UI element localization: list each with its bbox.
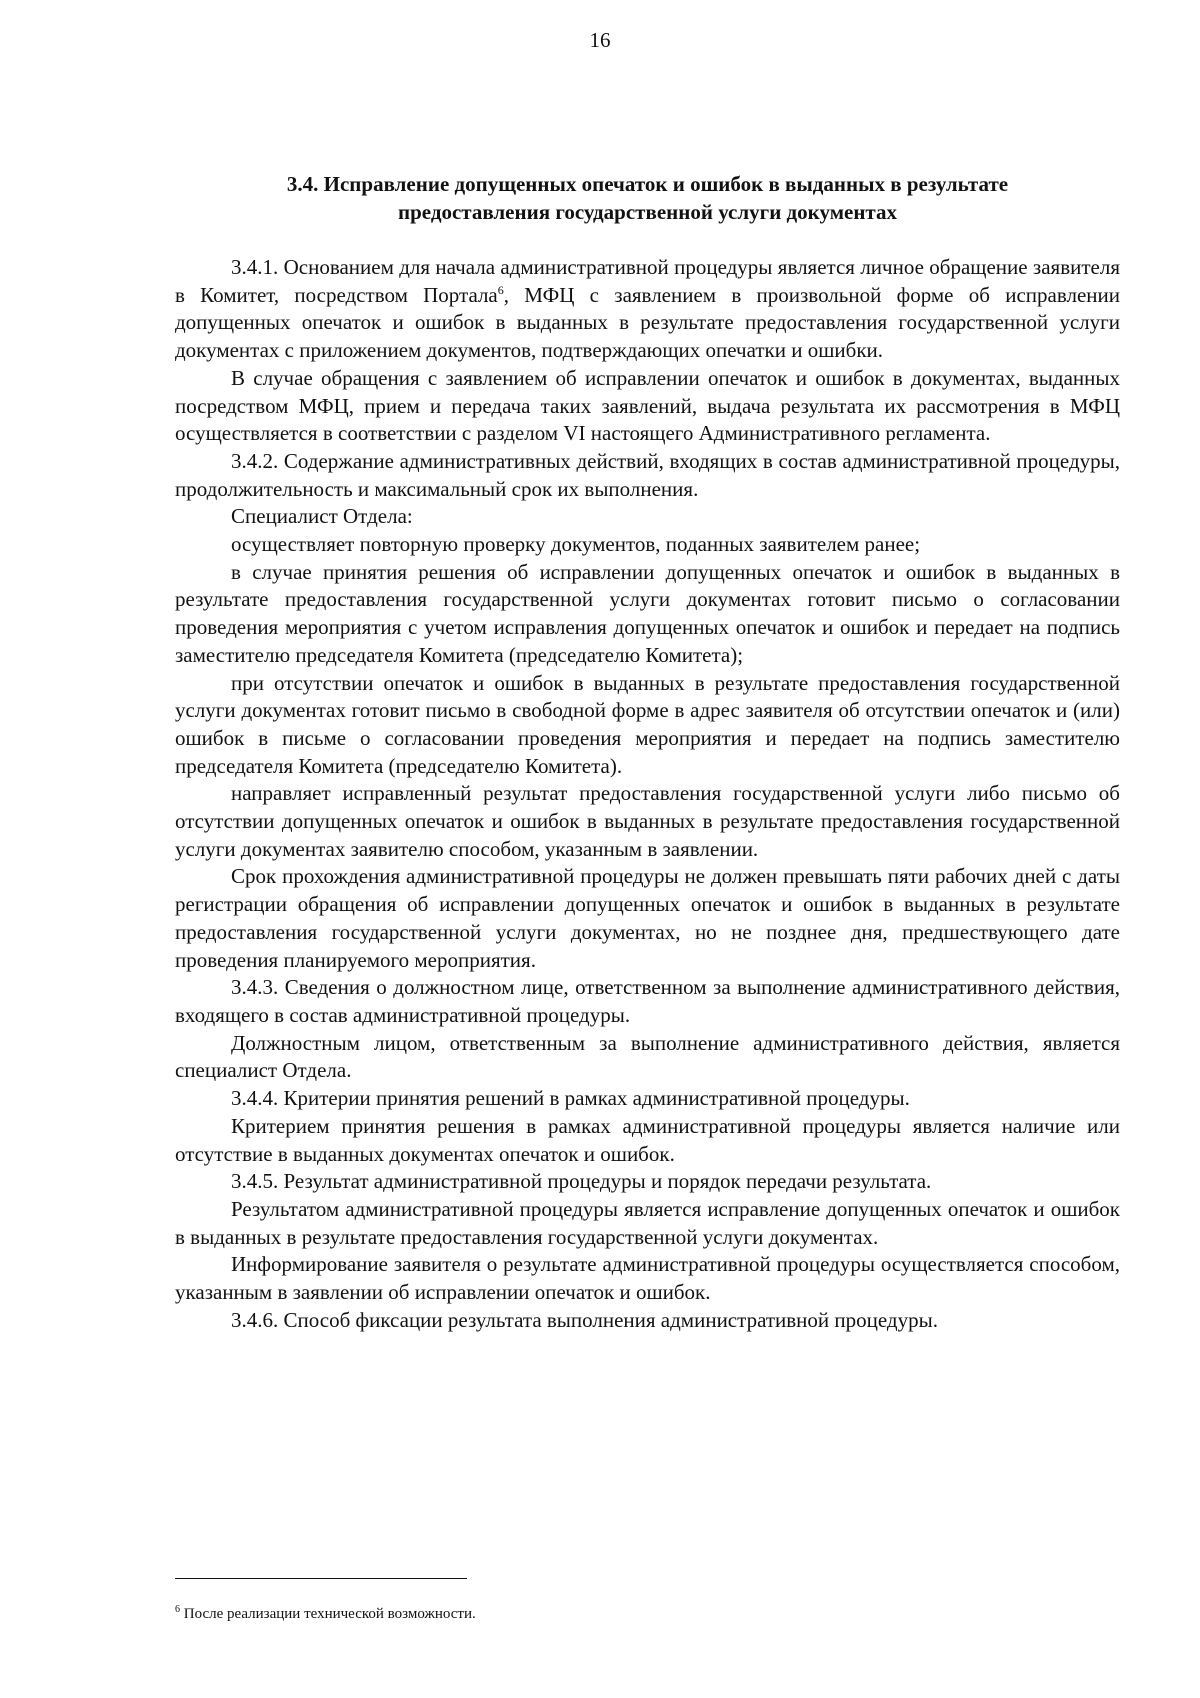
- paragraph: Специалист Отдела:: [231, 504, 413, 529]
- paragraph: при отсутствии опечаток и ошибок в выданных в результате предоставления государственной услуги документах готовит письмо в свободной форме в адрес заявителя об отсутствии опечаток и (или) ошибок в письме о согласовании проведения мероприятия и передает на подпись заместителю председателя Комитета (председателю Комитета).: [175, 670, 1120, 778]
- section-heading: [175, 170, 1120, 226]
- paragraph-text: 3.4.1. Основанием для начала административной процедуры является личное обращение заявителя в Комитет, посредством Портала: [175, 255, 1120, 307]
- paragraph: Критерием принятия решения в рамках административной процедуры является наличие или отсутствие в выданных документах опечаток и ошибок.: [175, 1113, 1120, 1166]
- footnote-marker: 6: [175, 1604, 180, 1615]
- paragraph: направляет исправленный результат предоставления государственной услуги либо письмо об отсутствии допущенных опечаток и ошибок в выданных в результате предоставления государственной услуги документах заявителю способом, указанным в заявлении.: [175, 781, 1120, 861]
- footnote-reference: 6: [497, 282, 504, 297]
- paragraph: Информирование заявителя о результате административной процедуры осуществляется способом, указанным в заявлении об исправлении опечаток и ошибок.: [175, 1252, 1120, 1305]
- paragraph: [175, 254, 1120, 365]
- paragraph: 3.4.6. Способ фиксации результата выполнения административной процедуры.: [231, 1307, 938, 1332]
- paragraph: в случае принятия решения об исправлении допущенных опечаток и ошибок в выданных в результате предоставления государственной услуги документах готовит письмо о согласовании проведения мероприятия с учетом исправления допущенных опечаток и ошибок и передает на подпись заместителю председателя Комитета (председателю Комитета);: [175, 559, 1120, 667]
- page-number: 16: [589, 28, 611, 52]
- footnote: [175, 1604, 1120, 1624]
- paragraph: В случае обращения с заявлением об исправлении опечаток и ошибок в документах, выданных посредством МФЦ, прием и передача таких заявлений, выдача результата их рассмотрения в МФЦ осуществляется в соответствии с разделом VI настоящего Административного регламента.: [175, 365, 1120, 446]
- paragraph: Результатом административной процедуры является исправление допущенных опечаток и ошибок в выданных в результате предоставления государственной услуги документах.: [175, 1196, 1120, 1249]
- paragraph: осуществляет повторную проверку документов, поданных заявителем ранее;: [231, 532, 921, 557]
- document-body: [175, 254, 1120, 1334]
- paragraph: 3.4.5. Результат административной процедуры и порядок передачи результата.: [231, 1169, 932, 1194]
- paragraph: Срок прохождения административной процедуры не должен превышать пяти рабочих дней с даты регистрации обращения об исправлении допущенных опечаток и ошибок в выданных в результате предоставления государственной услуги документах, но не позднее дня, предшествующего дате проведения планируемого мероприятия.: [175, 864, 1120, 972]
- footnote-divider: [175, 1578, 467, 1579]
- paragraph: 3.4.4. Критерии принятия решений в рамках административной процедуры.: [231, 1086, 910, 1111]
- paragraph-text: , МФЦ с заявлением в произвольной форме об исправлении допущенных опечаток и ошибок в выданных в результате предоставления государственной услуги документах с приложением документов, подтверждающих опечатки и ошибки.: [175, 282, 1120, 363]
- section-heading-line-1: 3.4. Исправление допущенных опечаток и ошибок в выданных в результате: [286, 172, 1009, 196]
- paragraph: 3.4.2. Содержание административных действий, входящих в состав административной процедуры, продолжительность и максимальный срок их выполнения.: [175, 448, 1120, 501]
- paragraph: Должностным лицом, ответственным за выполнение административного действия, является специалист Отдела.: [175, 1030, 1120, 1083]
- footnote-text: После реализации технической возможности.: [180, 1606, 476, 1622]
- section-heading-line-2: предоставления государственной услуги документах: [398, 200, 897, 224]
- paragraph: 3.4.3. Сведения о должностном лице, ответственном за выполнение административного действия, входящего в состав административной процедуры.: [175, 975, 1120, 1027]
